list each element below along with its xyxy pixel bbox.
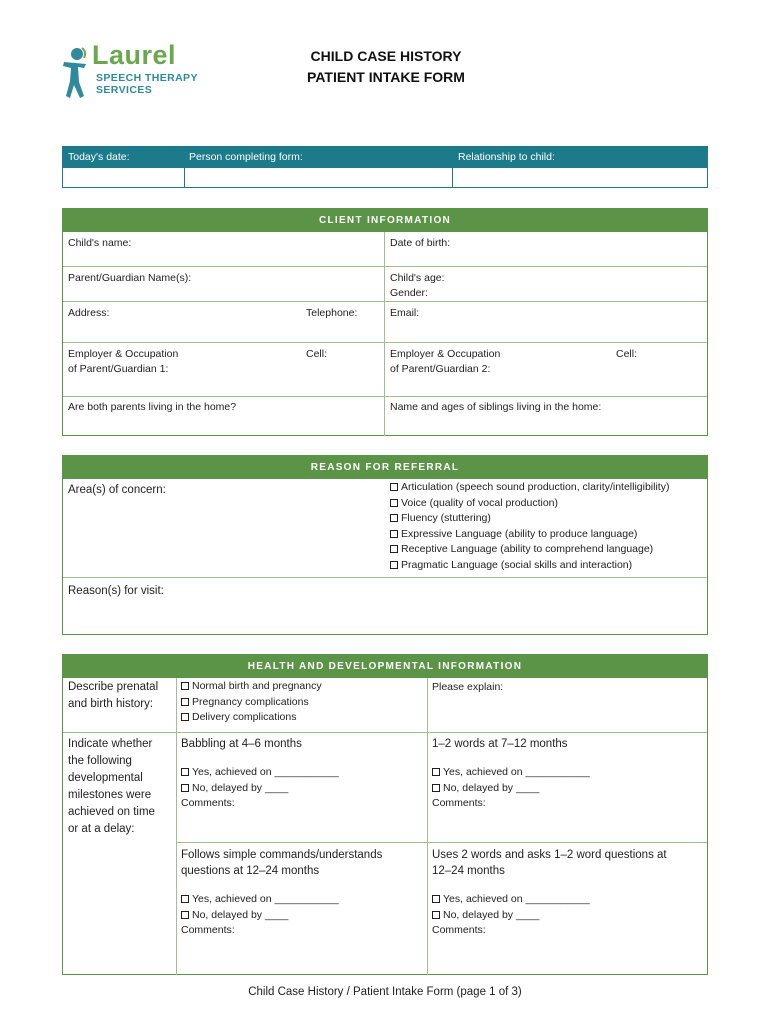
checkbox-icon[interactable]	[432, 911, 440, 919]
checkbox-icon[interactable]	[432, 768, 440, 776]
milestone-questions-comments: Comments:	[432, 924, 486, 936]
milestone-questions-title: Uses 2 words and asks 1–2 word questions at 12–24 months	[432, 849, 667, 877]
milestone-babbling-title: Babbling at 4–6 months	[181, 738, 302, 750]
childs-name-label: Child's name:	[68, 237, 132, 249]
client-information-header: CLIENT INFORMATION	[63, 209, 707, 232]
employer1-label-line1: Employer & Occupation	[68, 348, 179, 360]
email-label: Email:	[390, 307, 420, 319]
concern-option-receptive[interactable]: Receptive Language (ability to comprehend language)	[390, 542, 653, 558]
todays-date-field[interactable]	[63, 168, 184, 188]
milestone-words-no[interactable]: No, delayed by ____	[432, 781, 539, 797]
reason-for-referral-header: REASON FOR REFERRAL	[63, 456, 707, 479]
checkbox-icon[interactable]	[390, 514, 398, 522]
prenatal-option-delivery[interactable]: Delivery complications	[181, 710, 296, 726]
page-footer: Child Case History / Patient Intake Form (page 1 of 3)	[248, 986, 522, 998]
checkbox-icon[interactable]	[181, 911, 189, 919]
concern-option-articulation[interactable]: Articulation (speech sound production, clarity/intelligibility)	[390, 480, 669, 496]
milestone-words-title: 1–2 words at 7–12 months	[432, 738, 568, 750]
checkbox-icon[interactable]	[390, 545, 398, 553]
todays-date-label: Today's date:	[68, 151, 130, 163]
checkbox-icon[interactable]	[181, 698, 189, 706]
telephone-label: Telephone:	[306, 307, 358, 319]
concern-option-fluency[interactable]: Fluency (stuttering)	[390, 511, 491, 527]
employer2-label-line1: Employer & Occupation	[390, 348, 501, 360]
concern-option-expressive[interactable]: Expressive Language (ability to produce language)	[390, 527, 637, 543]
cell2-label: Cell:	[616, 348, 638, 360]
relationship-label: Relationship to child:	[458, 151, 555, 163]
cell1-label: Cell:	[306, 348, 328, 360]
checkbox-icon[interactable]	[432, 895, 440, 903]
employer2-label-line2: of Parent/Guardian 2:	[390, 363, 491, 375]
person-completing-field[interactable]	[185, 168, 452, 188]
milestone-questions-no[interactable]: No, delayed by ____	[432, 908, 539, 924]
reasons-for-visit-label: Reason(s) for visit:	[68, 585, 164, 597]
concern-option-voice[interactable]: Voice (quality of vocal production)	[390, 496, 558, 512]
milestone-commands-comments: Comments:	[181, 924, 235, 936]
guardian-names-label: Parent/Guardian Name(s):	[68, 272, 192, 284]
siblings-label: Name and ages of siblings living in the home:	[390, 401, 602, 413]
milestone-commands-no[interactable]: No, delayed by ____	[181, 908, 288, 924]
milestone-words-comments: Comments:	[432, 797, 486, 809]
milestone-commands-title: Follows simple commands/understands questions at 12–24 months	[181, 849, 383, 877]
logo-subtitle: SPEECH THERAPY SERVICES	[96, 72, 198, 96]
milestones-label: Indicate whether the following developmental milestones were achieved on time or at a delay:	[68, 738, 155, 835]
relationship-field[interactable]	[453, 168, 707, 188]
milestone-babbling-no[interactable]: No, delayed by ____	[181, 781, 288, 797]
document-title: CHILD CASE HISTORY PATIENT INTAKE FORM	[307, 48, 465, 85]
health-developmental-header: HEALTH AND DEVELOPMENTAL INFORMATION	[63, 655, 707, 678]
gender-label: Gender:	[390, 287, 428, 299]
person-completing-label: Person completing form:	[189, 151, 303, 163]
checkbox-icon[interactable]	[390, 561, 398, 569]
logo-name: Laurel	[92, 40, 177, 70]
prenatal-option-pregnancy[interactable]: Pregnancy complications	[181, 695, 309, 711]
please-explain-label: Please explain:	[432, 681, 504, 693]
client-information-section	[62, 208, 708, 436]
intake-info-strip	[62, 146, 708, 188]
reason-for-referral-section	[62, 455, 708, 635]
checkbox-icon[interactable]	[181, 784, 189, 792]
checkbox-icon[interactable]	[181, 682, 189, 690]
parents-home-label: Are both parents living in the home?	[68, 401, 237, 413]
checkbox-icon[interactable]	[390, 499, 398, 507]
prenatal-option-normal[interactable]: Normal birth and pregnancy	[181, 679, 322, 695]
milestone-babbling-comments: Comments:	[181, 797, 235, 809]
concern-option-pragmatic[interactable]: Pragmatic Language (social skills and interaction)	[390, 558, 632, 574]
milestone-commands-yes[interactable]: Yes, achieved on ___________	[181, 892, 339, 908]
logo-child-figure-icon	[60, 46, 90, 100]
checkbox-icon[interactable]	[181, 895, 189, 903]
checkbox-icon[interactable]	[390, 530, 398, 538]
health-developmental-section	[62, 654, 708, 975]
prenatal-label: Describe prenatal and birth history:	[68, 681, 159, 710]
childs-age-label: Child's age:	[390, 272, 445, 284]
date-of-birth-label: Date of birth:	[390, 237, 451, 249]
checkbox-icon[interactable]	[181, 768, 189, 776]
areas-of-concern-label: Area(s) of concern:	[68, 484, 166, 496]
milestone-words-yes[interactable]: Yes, achieved on ___________	[432, 765, 590, 781]
employer1-label-line2: of Parent/Guardian 1:	[68, 363, 169, 375]
checkbox-icon[interactable]	[390, 483, 398, 491]
checkbox-icon[interactable]	[181, 713, 189, 721]
milestone-questions-yes[interactable]: Yes, achieved on ___________	[432, 892, 590, 908]
address-label: Address:	[68, 307, 110, 319]
milestone-babbling-yes[interactable]: Yes, achieved on ___________	[181, 765, 339, 781]
checkbox-icon[interactable]	[432, 784, 440, 792]
